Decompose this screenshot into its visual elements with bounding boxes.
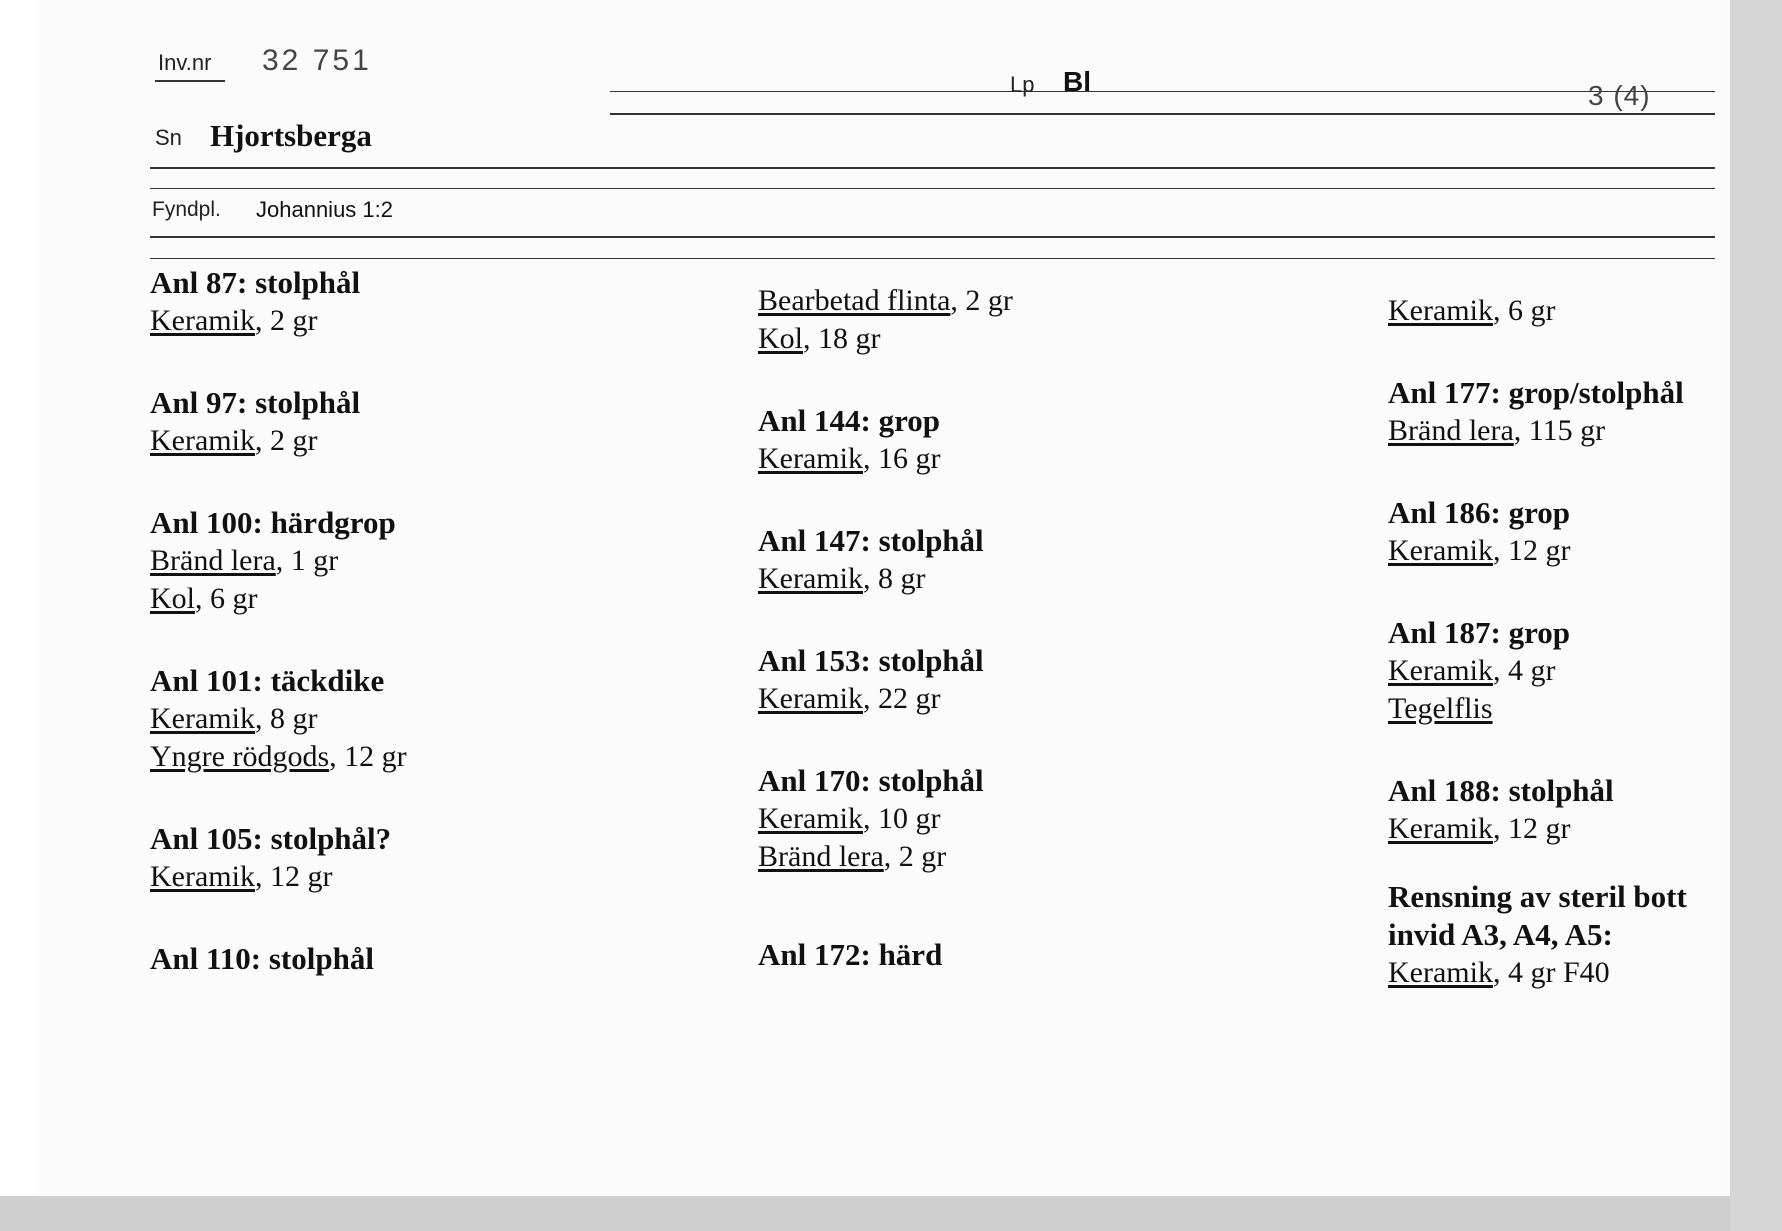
inv-underline: [155, 80, 225, 82]
find-item: [1388, 292, 1724, 330]
find-item: [150, 700, 710, 738]
entry: [758, 762, 1278, 876]
column-1: [150, 264, 710, 978]
entry: [1388, 292, 1724, 330]
content-top-rule: [150, 258, 1715, 259]
entry-title: Anl 170: stolphål: [758, 763, 984, 798]
fyndpl-label: Fyndpl.: [152, 198, 221, 221]
entry: [1388, 374, 1724, 450]
entry: [1388, 878, 1724, 992]
entry: [150, 264, 710, 340]
top-rule: [610, 91, 1715, 92]
column-3: [1388, 292, 1724, 992]
entry-title: Anl 144: grop: [758, 403, 941, 438]
find-item: [758, 680, 1278, 718]
find-item: [758, 320, 1278, 358]
entry-title: Anl 100: härdgrop: [150, 505, 396, 540]
find-weight: , 6 gr: [195, 582, 258, 615]
find-material: Keramik: [1388, 294, 1493, 327]
find-weight: , 4 gr F40: [1492, 956, 1610, 989]
entry-title: Anl 172: härd: [758, 937, 943, 972]
lp-value: Bl: [1063, 66, 1091, 97]
entry: [1388, 772, 1724, 848]
entry: [150, 820, 710, 896]
entry-title: Anl 186: grop: [1388, 495, 1571, 530]
find-item: [1388, 652, 1724, 690]
find-weight: , 18 gr: [803, 322, 881, 355]
entry: [1388, 494, 1724, 570]
page-number: 3 (4): [1588, 80, 1651, 111]
find-weight: , 8 gr: [862, 562, 926, 595]
find-material: Keramik: [1388, 534, 1493, 567]
find-material: Keramik: [758, 682, 863, 715]
find-item: [150, 580, 710, 618]
find-material: Keramik: [758, 562, 863, 595]
entry-title: Anl 110: stolphål: [150, 941, 374, 976]
entry: [150, 384, 710, 460]
entry-title: Rensning av steril bott invid A3, A4, A5:: [1388, 879, 1687, 952]
find-weight: , 2 gr: [254, 304, 318, 337]
entry: [758, 936, 1278, 974]
find-material: Bränd lera: [1388, 414, 1514, 447]
entry-title: Anl 188: stolphål: [1388, 773, 1614, 808]
entry: [758, 402, 1278, 478]
find-weight: , 12 gr: [254, 860, 333, 893]
find-weight: , 1 gr: [275, 544, 339, 577]
entry-title: Anl 177: grop/stolphål: [1388, 375, 1684, 410]
find-material: Keramik: [1388, 654, 1493, 687]
find-item: [758, 440, 1278, 478]
find-weight: , 8 gr: [254, 702, 318, 735]
entry: [758, 282, 1278, 358]
entry: [1388, 614, 1724, 728]
find-material: Yngre rödgods: [150, 740, 330, 773]
find-material: Keramik: [758, 442, 863, 475]
fyndpl-rule: [150, 236, 1715, 238]
find-material: Bränd lera: [150, 544, 276, 577]
find-weight: , 2 gr: [883, 840, 947, 873]
sn-value: Hjortsberga: [210, 118, 372, 153]
find-weight: , 6 gr: [1492, 294, 1556, 327]
find-weight: , 16 gr: [862, 442, 941, 475]
entry: [150, 940, 710, 978]
find-item: [150, 542, 710, 580]
find-material: Keramik: [150, 860, 255, 893]
entry-title: Anl 187: grop: [1388, 615, 1571, 650]
entry-title: Anl 147: stolphål: [758, 523, 984, 558]
entry-title: Anl 101: täckdike: [150, 663, 385, 698]
find-weight: , 12 gr: [1492, 534, 1571, 567]
find-material: Tegelflis: [1388, 692, 1493, 725]
entry: [150, 662, 710, 776]
entry-title: Anl 105: stolphål?: [150, 821, 392, 856]
find-material: Kol: [758, 322, 803, 355]
find-weight: , 115 gr: [1513, 414, 1606, 447]
find-material: Keramik: [150, 304, 255, 337]
column-2: [758, 282, 1278, 974]
entry-title: Anl 153: stolphål: [758, 643, 984, 678]
find-item: [150, 302, 710, 340]
entry-title: Anl 87: stolphål: [150, 265, 361, 300]
find-weight: , 12 gr: [1492, 812, 1571, 845]
find-weight: , 2 gr: [254, 424, 318, 457]
find-weight: , 22 gr: [862, 682, 941, 715]
sn-rule: [150, 167, 1715, 169]
find-material: Keramik: [1388, 812, 1493, 845]
entry: [758, 642, 1278, 718]
find-item: [1388, 810, 1724, 848]
find-material: Keramik: [1388, 956, 1493, 989]
entry: [758, 522, 1278, 598]
find-material: Bearbetad flinta: [758, 284, 951, 317]
find-material: Keramik: [758, 802, 863, 835]
find-item: [758, 282, 1278, 320]
entry: [150, 504, 710, 618]
fyndpl-value: Johannius 1:2: [256, 197, 393, 222]
lp-rule: [610, 113, 1715, 115]
inv-value: 32 751: [262, 44, 372, 77]
find-item: [758, 800, 1278, 838]
find-weight: , 2 gr: [950, 284, 1013, 317]
inv-label: Inv.nr: [158, 50, 212, 75]
sn-label: Sn: [155, 125, 182, 150]
find-item: [150, 422, 710, 460]
scan-edge-right: [1730, 0, 1782, 1231]
find-material: Bränd lera: [758, 840, 884, 873]
find-material: Kol: [150, 582, 195, 615]
lp-label: Lp: [1010, 72, 1035, 97]
find-item: [150, 738, 710, 776]
find-material: Keramik: [150, 702, 255, 735]
find-material: Keramik: [150, 424, 255, 457]
find-item: [1388, 690, 1724, 728]
find-item: [1388, 954, 1724, 992]
find-weight: , 4 gr: [1492, 654, 1556, 687]
find-item: [758, 560, 1278, 598]
entry-title: Anl 97: stolphål: [150, 385, 361, 420]
find-weight: , 12 gr: [329, 740, 407, 773]
scan-edge-bottom: [0, 1196, 1730, 1231]
find-item: [758, 838, 1278, 876]
find-weight: , 10 gr: [862, 802, 941, 835]
find-item: [150, 858, 710, 896]
find-item: [1388, 532, 1724, 570]
find-item: [1388, 412, 1724, 450]
mid-rule: [150, 188, 1715, 189]
